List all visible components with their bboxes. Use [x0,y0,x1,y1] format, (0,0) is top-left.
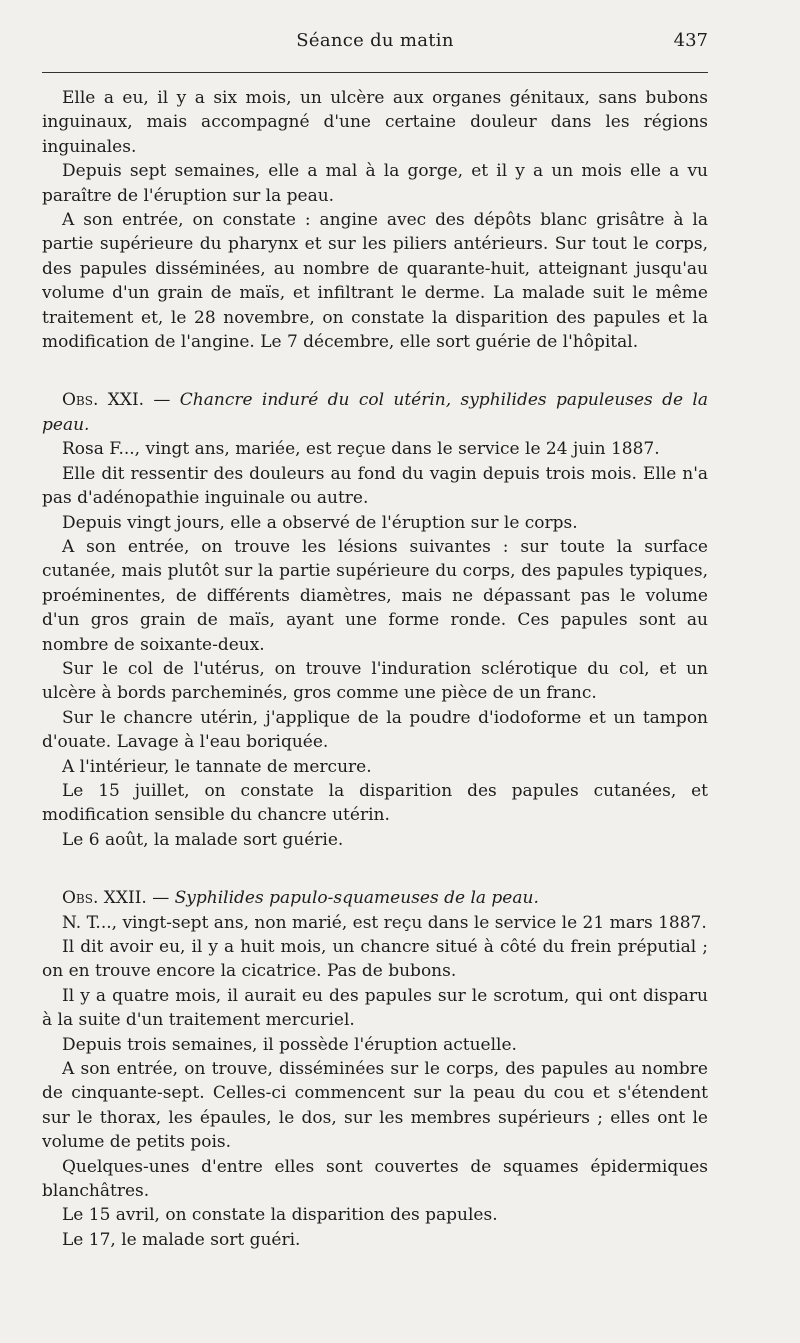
observation-title: Syphilides papulo-squameuses de la peau. [174,888,539,909]
paragraph: Depuis sept semaines, elle a mal à la gorge, et il y a un mois elle a vu paraître de l'éruption sur la peau. [42,161,708,206]
paragraph: A l'intérieur, le tannate de mercure. [62,756,372,777]
paragraph: Elle dit ressentir des douleurs au fond du vagin depuis trois mois. Elle n'a pas d'adénopathie inguinale ou autre. [42,463,708,509]
page-body [42,86,708,1252]
observation-label: Obs. XXII. [62,888,147,909]
paragraph: Depuis trois semaines, il possède l'éruption actuelle. [62,1034,517,1055]
observation-title: Chancre induré du col utérin, syphilides papuleuses de la peau. [42,390,709,435]
observation-heading: Obs. XXI. — Chancre induré du col utérin, syphilides papuleuses de la peau. [42,390,709,435]
paragraph: Depuis vingt jours, elle a observé de l'éruption sur le corps. [62,512,578,533]
paragraph: Le 15 avril, on constate la disparition des papules. [62,1205,498,1226]
page-header [42,30,708,58]
paragraph: Rosa F..., vingt ans, mariée, est reçue dans le service le 24 juin 1887. [62,439,660,460]
paragraph: Il dit avoir eu, il y a huit mois, un chancre situé à côté du frein préputial ; on en trouve encore la cicatrice. Pas de bubons. [42,937,708,982]
paragraph: Quelques-unes d'entre elles sont couvertes de squames épidermiques blanchâtres. [42,1156,708,1202]
paragraph: A son entrée, on constate : angine avec des dépôts blanc grisâtre à la partie supérieure du pharynx et sur les piliers antérieurs. Sur tout le corps, des papules disséminées, au nombre de quarante-huit, atteignant jusqu'au volume d'un grain de maïs, et infiltrant le derme. La malade suit le même traitement et, le 28 novembre, on constate la disparition des papules et la modification de l'angine. Le 7 décembre, elle sort guérie de l'hôpital. [42,210,708,353]
header-rule [42,72,708,73]
paragraph: Sur le col de l'utérus, on trouve l'induration sclérotique du col, et un ulcère à bords parcheminés, gros comme une pièce de un franc. [42,658,708,704]
paragraph: Le 15 juillet, on constate la disparition des papules cutanées, et modification sensible du chancre utérin. [42,780,708,826]
paragraph: Il y a quatre mois, il aurait eu des papules sur le scrotum, qui ont disparu à la suite d'un traitement mercuriel. [42,985,708,1031]
observation-label: Obs. XXI. [62,390,145,411]
paragraph: A son entrée, on trouve les lésions suivantes : sur toute la surface cutanée, mais plutôt sur la partie supérieure du corps, des papules typiques, proéminentes, de différents diamètres, mais ne dépassant pas le volume d'un gros grain de maïs, ayant une forme ronde. Ces papules sont au nombre de soixante-deux. [42,536,708,655]
paragraph: Sur le chancre utérin, j'applique de la poudre d'iodoforme et un tampon d'ouate. Lavage à l'eau boriquée. [42,707,708,753]
observation-heading: Obs. XXII. — Syphilides papulo-squameuses de la peau. [62,888,539,909]
paragraph: Le 17, le malade sort guéri. [62,1229,301,1250]
page-number: 437 [673,30,708,51]
paragraph: Le 6 août, la malade sort guérie. [62,829,344,850]
paragraph: A son entrée, on trouve, disséminées sur le corps, des papules au nombre de cinquante-sept. Celles-ci commencent sur la peau du cou et s'étendent sur le thorax, les épaules, le dos, sur les membres supérieurs ; elles ont le volume de petits pois. [42,1059,708,1153]
paragraph: N. T..., vingt-sept ans, non marié, est reçu dans le service le 21 mars 1887. [62,912,707,933]
running-title: Séance du matin [296,30,454,51]
paragraph: Elle a eu, il y a six mois, un ulcère aux organes génitaux, sans bubons inguinaux, mais accompagné d'une certaine douleur dans les régions inguinales. [42,88,708,157]
